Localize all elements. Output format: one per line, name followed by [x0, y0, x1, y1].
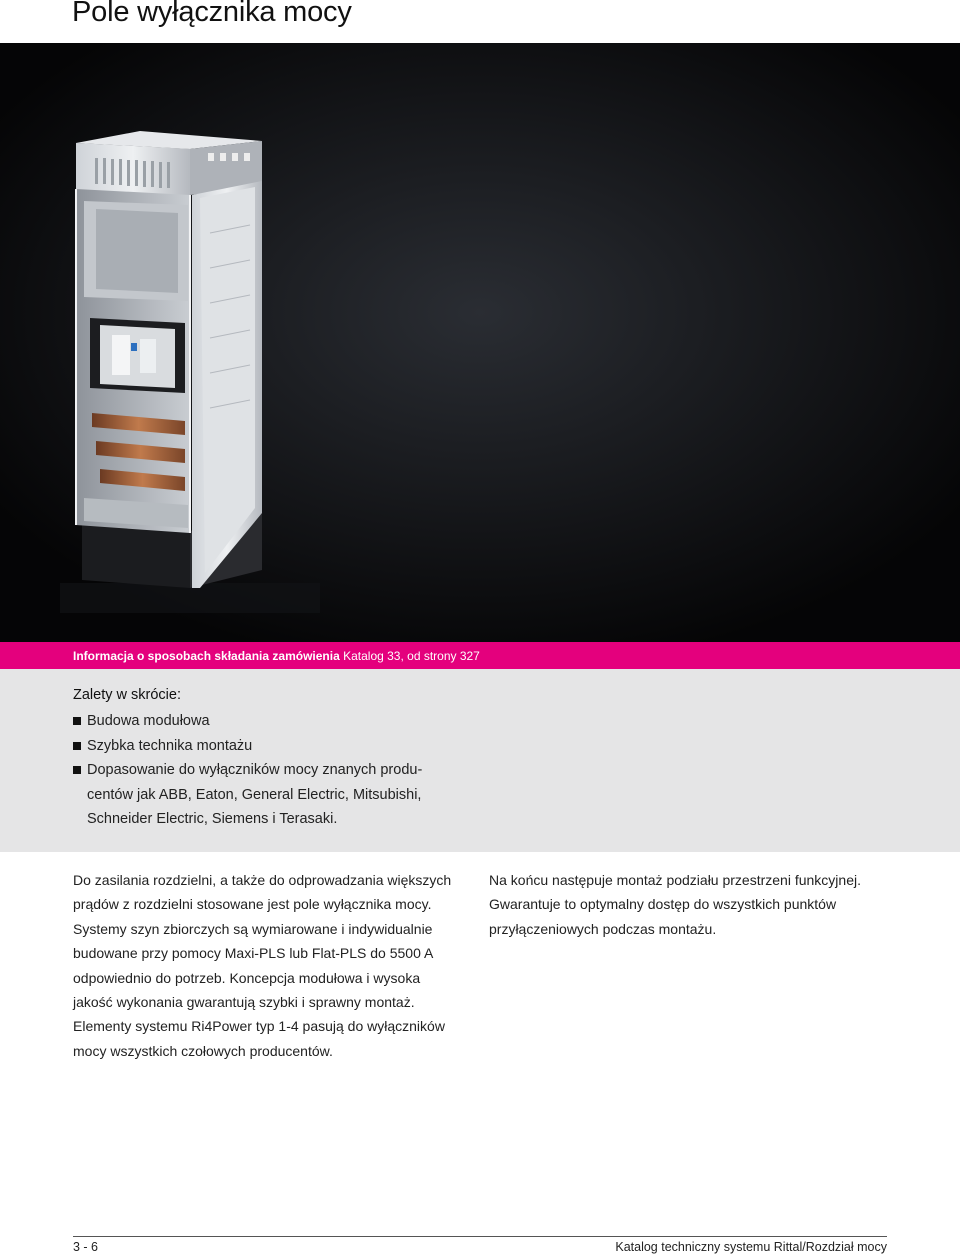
benefits-box — [0, 669, 960, 852]
ordering-info-label: Informacja o sposobach składania zamówienia — [73, 649, 340, 663]
benefit-line: Dopasowanie do wyłączników mocy znanych produ- — [87, 762, 423, 778]
benefits-heading: Zalety w skrócie: — [73, 687, 181, 703]
footer-catalog-title: Katalog techniczny systemu Rittal/Rozdział mocy — [615, 1240, 887, 1254]
body-line: odpowiednio do potrzeb. Koncepcja modułowa i wysoka — [73, 969, 421, 986]
benefit-line: Szybka technika montażu — [87, 737, 253, 754]
body-line: budowane przy pomocy Maxi-PLS lub Flat-PLS do 5500 A — [73, 945, 434, 962]
body-line: Na końcu następuje montaż podziału przestrzeni funkcyjnej. — [489, 872, 861, 888]
body-text-left — [73, 868, 473, 1063]
page-title: Pole wyłącznika mocy — [72, 0, 352, 28]
benefit-item — [73, 709, 463, 734]
ordering-info-detail: Katalog 33, od strony 327 — [343, 649, 480, 663]
body-text-right — [489, 868, 889, 941]
square-bullet-icon — [73, 742, 81, 750]
benefit-line: Budowa modułowa — [87, 713, 210, 729]
footer-divider — [73, 1236, 887, 1237]
ordering-info-text — [73, 643, 480, 670]
body-line: Systemy szyn zbiorczych są wymiarowane i indywidualnie — [73, 920, 433, 937]
cabinet-illustration — [0, 43, 960, 642]
benefits-list — [73, 709, 463, 832]
body-line: mocy wszystkich czołowych producentów. — [73, 1042, 333, 1059]
benefit-line: centów jak ABB, Eaton, General Electric, Mitsubishi, — [87, 786, 422, 803]
body-line: Do zasilania rozdzielni, a także do odprowadzania większych — [73, 872, 452, 888]
body-line: jakość wykonania gwarantują szybki i sprawny montaż. — [73, 994, 415, 1011]
page-number: 3 - 6 — [73, 1240, 99, 1254]
benefit-item — [73, 734, 463, 759]
body-line: Gwarantuje to optymalny dostęp do wszystkich punktów — [489, 896, 837, 913]
body-line: prądów z rozdzielni stosowane jest pole wyłącznika mocy. — [73, 896, 432, 913]
square-bullet-icon — [73, 717, 81, 725]
hero-image-cabinet — [0, 43, 960, 642]
benefit-line: Schneider Electric, Siemens i Terasaki. — [87, 811, 338, 827]
body-line: przyłączeniowych podczas montażu. — [489, 920, 717, 937]
square-bullet-icon — [73, 766, 81, 774]
benefit-item — [73, 758, 463, 832]
ordering-info-bar — [0, 642, 960, 669]
body-line: Elementy systemu Ri4Power typ 1-4 pasują do wyłączników — [73, 1018, 445, 1035]
